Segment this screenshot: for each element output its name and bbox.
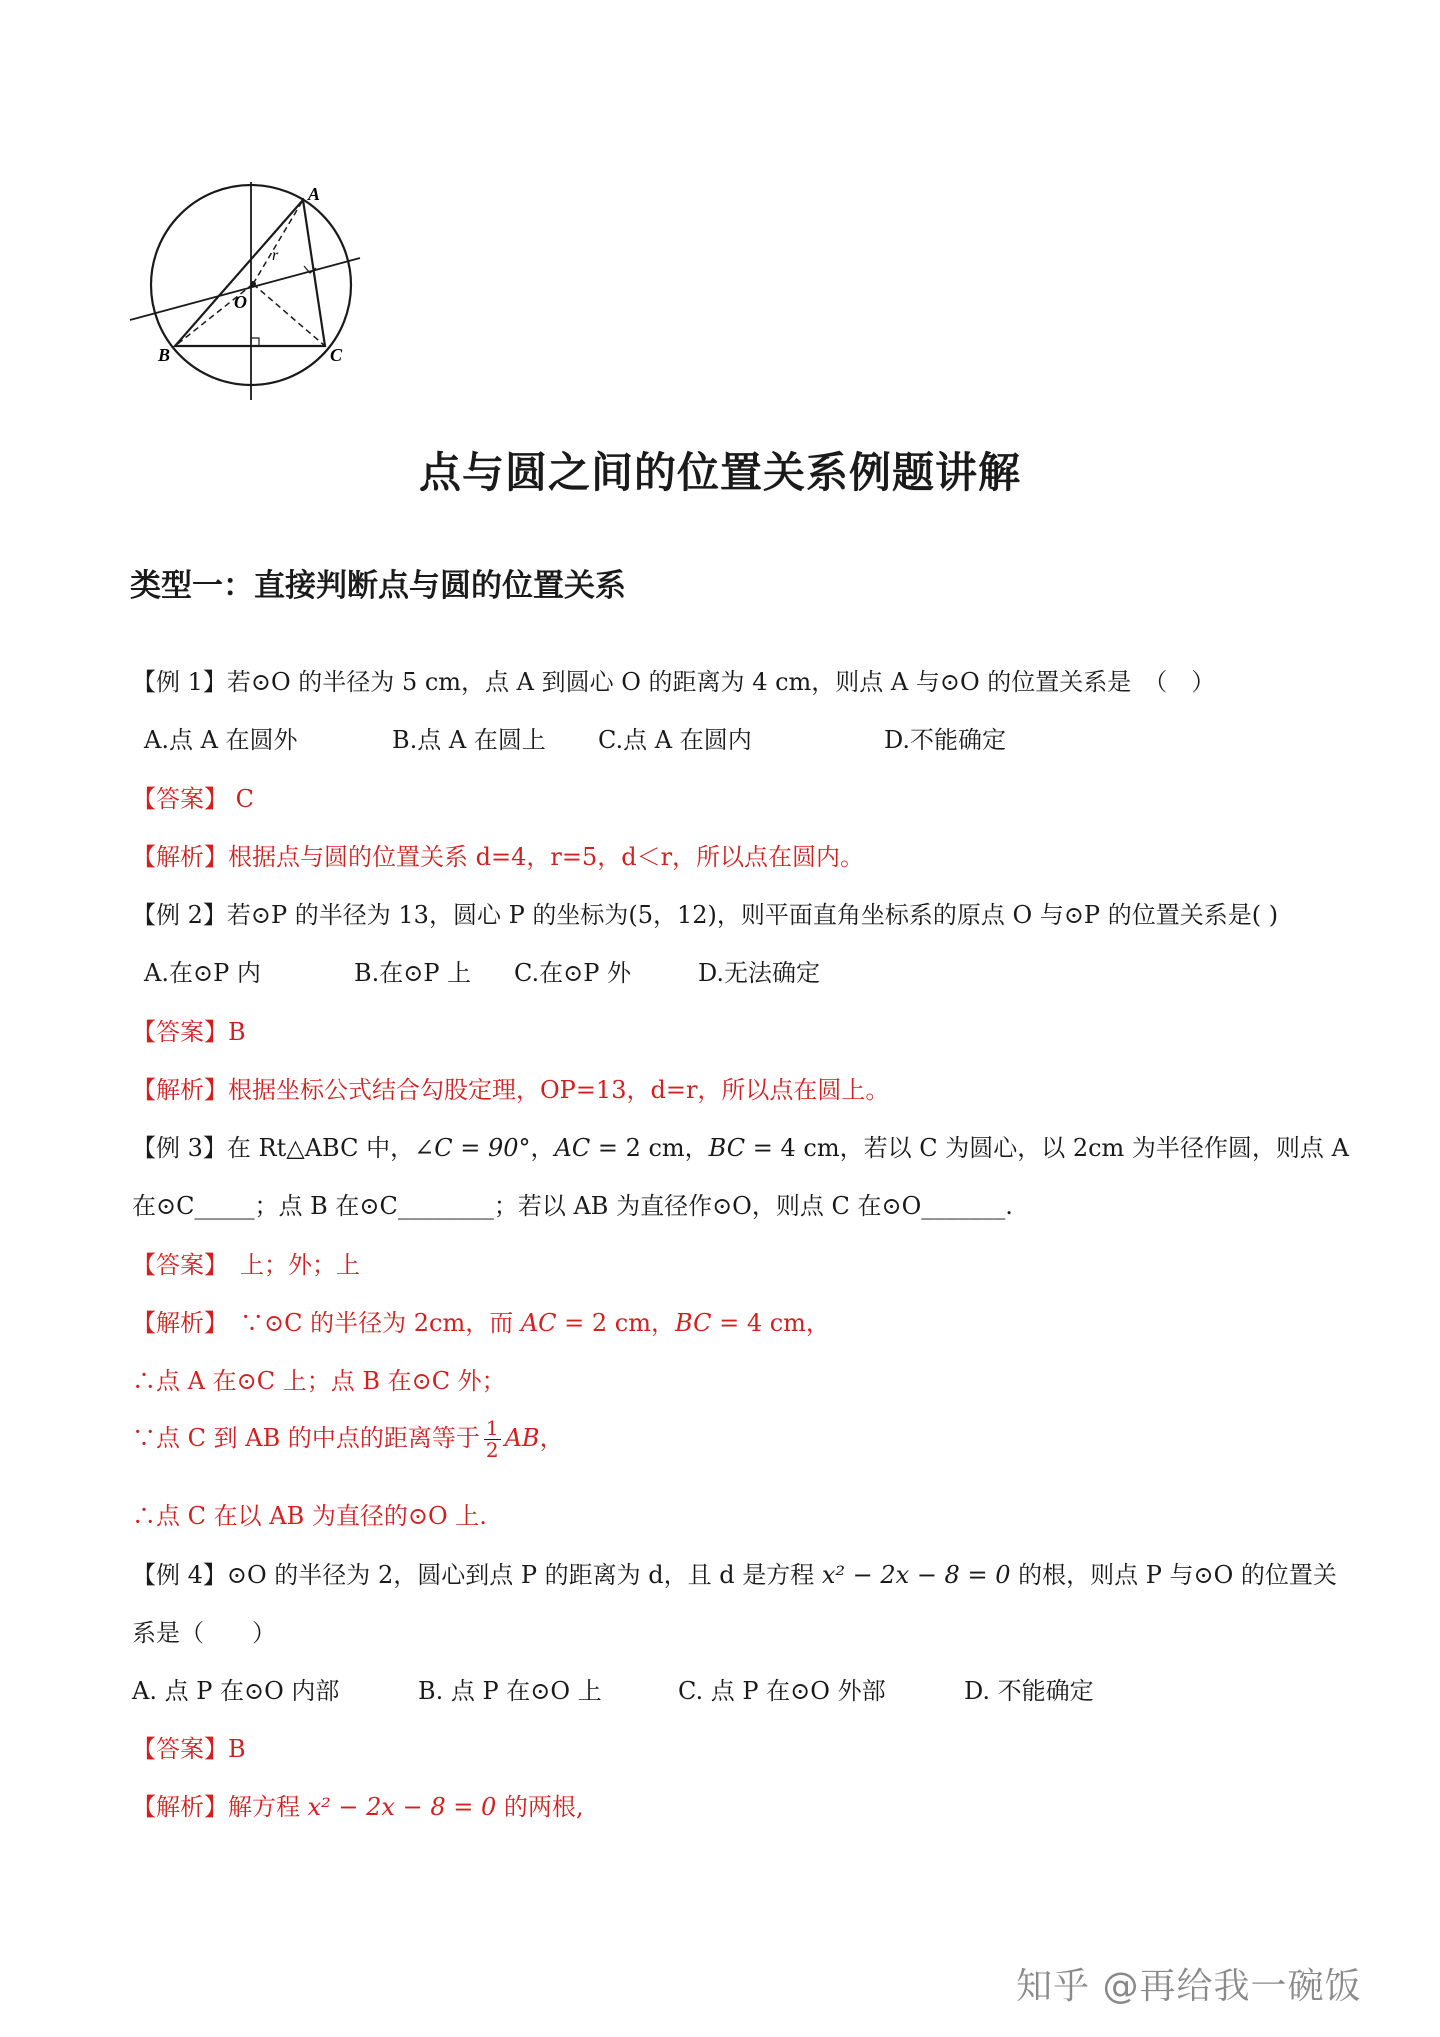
ex3-analysis-line3	[132, 1418, 564, 1461]
fraction-one-half	[484, 1418, 501, 1461]
ex3-an-ac-symbol: AC	[520, 1309, 557, 1337]
ex3-an-ac-value: = 2 cm，	[556, 1309, 675, 1337]
ex4-question-line2: 系是（ ）	[132, 1619, 276, 1647]
ex4-q-text-b: 的根，则点 P 与⊙O 的位置关	[1010, 1561, 1337, 1589]
label-r: r	[272, 247, 279, 264]
ex4-option-b: B. 点 P 在⊙O 上	[418, 1677, 602, 1705]
ex1-option-a: A.点 A 在圆外	[144, 726, 298, 754]
ex1-answer: 【答案】 C	[132, 785, 254, 813]
ex4-option-c: C. 点 P 在⊙O 外部	[678, 1677, 886, 1705]
ex4-an-equation: x² − 2x − 8 = 0	[307, 1793, 497, 1821]
ex3-an-text: 【解析】 ∵⊙C 的半径为 2cm，而	[132, 1309, 521, 1337]
ex4-analysis	[132, 1795, 584, 1819]
ex3-an-bc-value: = 4 cm，	[711, 1309, 830, 1337]
ex2-answer: 【答案】B	[132, 1018, 246, 1046]
ex3-analysis-line4: ∴点 C 在以 AB 为直径的⊙O 上.	[132, 1502, 487, 1530]
fraction-denominator: 2	[485, 1438, 499, 1462]
ex1-option-d: D.不能确定	[884, 726, 1007, 754]
ex4-an-text-b: 的两根,	[496, 1793, 584, 1821]
ex4-equation: x² − 2x − 8 = 0	[821, 1561, 1011, 1589]
ex2-option-a: A.在⊙P 内	[144, 959, 261, 987]
ex1-analysis: 【解析】根据点与圆的位置关系 d=4，r=5，d＜r，所以点在圆内。	[132, 843, 865, 871]
ex4-question-line1	[132, 1563, 1337, 1587]
label-c: C	[330, 345, 343, 365]
ex3-bc-symbol: BC	[708, 1134, 746, 1162]
ex4-option-d: D. 不能确定	[964, 1677, 1094, 1705]
ex3-question-line2: 在⊙C_____；点 B 在⊙C________；若以 AB 为直径作⊙O，则点 C 在⊙O_______.	[132, 1192, 1013, 1220]
ex2-option-c: C.在⊙P 外	[514, 959, 632, 987]
label-b: B	[158, 345, 171, 365]
ex3-an3-text: ∵点 C 到 AB 的中点的距离等于	[132, 1424, 480, 1452]
ex1-option-c: C.点 A 在圆内	[598, 726, 752, 754]
segment-oc	[253, 284, 325, 346]
ex1-question: 【例 1】若⊙O 的半径为 5 cm，点 A 到圆心 O 的距离为 4 cm，则点 A 与⊙O 的位置关系是 （ ）	[132, 668, 1216, 696]
ex4-answer: 【答案】B	[132, 1735, 246, 1763]
ex3-an3-ab: AB	[504, 1424, 540, 1452]
ex4-option-a: A. 点 P 在⊙O 内部	[132, 1677, 340, 1705]
right-angle-mark-bc	[251, 338, 259, 346]
ex4-q-text-a: 【例 4】⊙O 的半径为 2，圆心到点 P 的距离为 d，且 d 是方程	[132, 1561, 822, 1589]
ex3-angle-c: ∠C = 90°	[414, 1134, 531, 1162]
ex3-ac-value: = 2 cm，	[590, 1134, 709, 1162]
label-o: O	[234, 292, 247, 312]
section-heading: 类型一：直接判断点与圆的位置关系	[130, 568, 626, 604]
ex3-an3-end: ，	[539, 1424, 564, 1452]
watermark: 知乎 @再给我一碗饭	[1016, 1966, 1362, 2007]
ex3-answer: 【答案】 上；外；上	[132, 1251, 360, 1279]
ex1-option-b: B.点 A 在圆上	[392, 726, 546, 754]
ex3-sep: ，	[530, 1134, 555, 1162]
ex2-question: 【例 2】若⊙P 的半径为 13，圆心 P 的坐标为(5，12)，则平面直角坐标系的原点 O 与⊙P 的位置关系是( )	[132, 901, 1279, 929]
ex2-option-d: D.无法确定	[698, 959, 821, 987]
ex3-analysis-line2: ∴点 A 在⊙C 上；点 B 在⊙C 外；	[132, 1367, 506, 1395]
circle-triangle-figure	[128, 178, 368, 403]
ex3-analysis-line1	[132, 1311, 830, 1335]
page-title: 点与圆之间的位置关系例题讲解	[418, 448, 1021, 497]
ex3-an-bc-symbol: BC	[675, 1309, 712, 1337]
ex3-bc-value: = 4 cm，若以 C 为圆心，以 2cm 为半径作圆，则点 A	[745, 1134, 1349, 1162]
radius-oa	[253, 200, 303, 284]
ex3-q-text: 【例 3】在 Rt△ABC 中，	[132, 1134, 415, 1162]
ex2-analysis: 【解析】根据坐标公式结合勾股定理，OP=13，d=r，所以点在圆上。	[132, 1076, 890, 1104]
center-point-o	[250, 281, 256, 287]
ex2-option-b: B.在⊙P 上	[354, 959, 472, 987]
ex4-an-text-a: 【解析】解方程	[132, 1793, 308, 1821]
ex3-ac-symbol: AC	[554, 1134, 591, 1162]
ex3-question-line1	[132, 1136, 1349, 1160]
fraction-numerator: 1	[485, 1416, 499, 1440]
label-a: A	[308, 184, 321, 204]
